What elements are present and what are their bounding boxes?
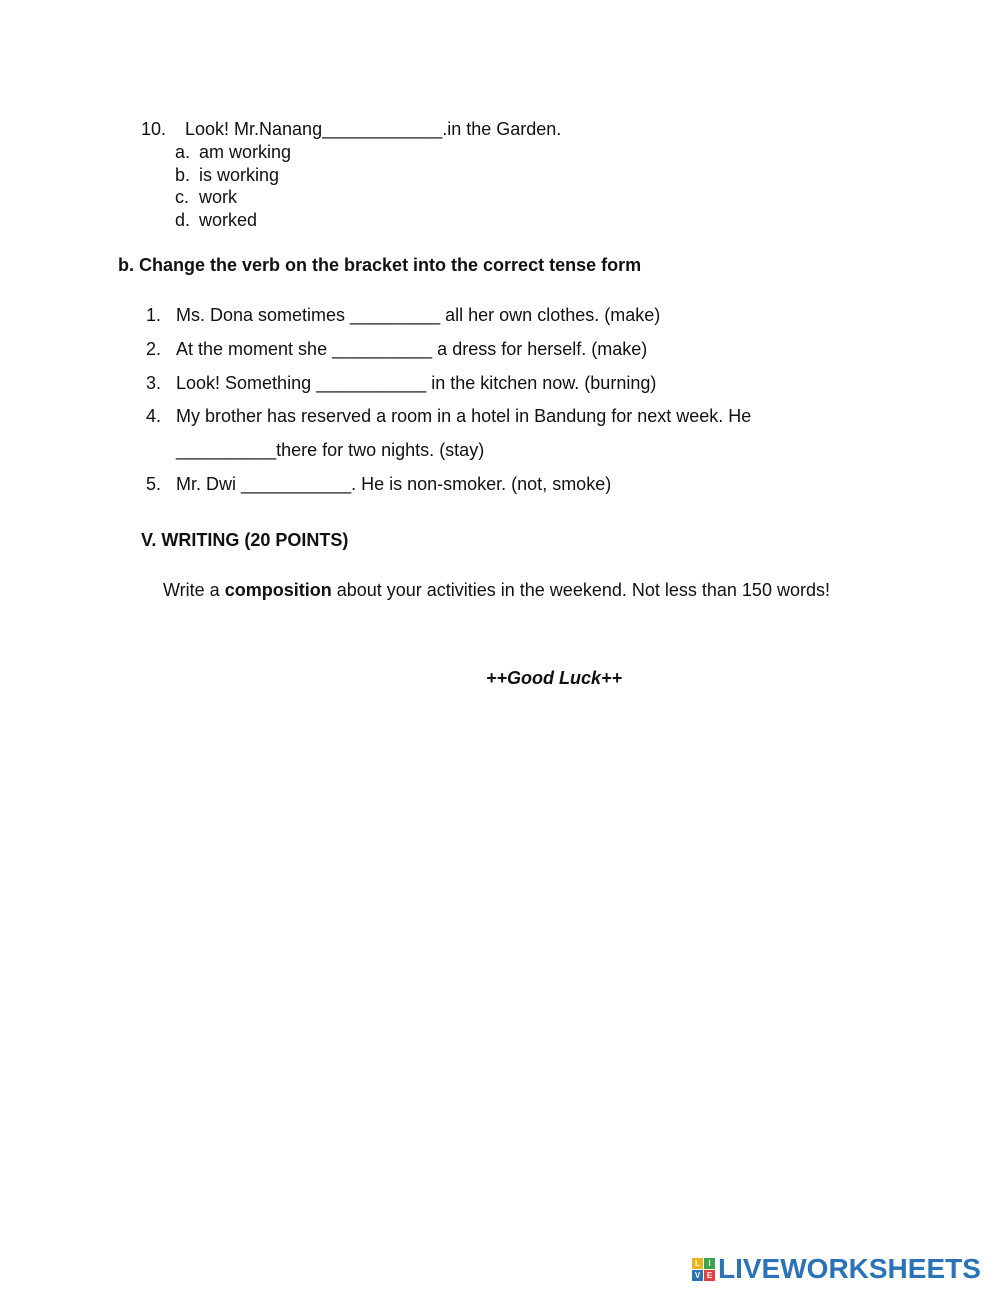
option-b — [0, 164, 1000, 186]
item-text: At the moment she __________ a dress for herself. (make) — [176, 339, 648, 359]
writing-heading: V. WRITING (20 POINTS) — [141, 530, 349, 550]
item-number: 5. — [146, 474, 162, 494]
option-text: am working — [199, 142, 292, 162]
writing-body-keyword: composition — [224, 580, 332, 600]
list-item — [0, 372, 1000, 394]
list-item — [0, 338, 1000, 360]
option-text: worked — [199, 210, 258, 230]
question-10-number: 10. — [141, 119, 167, 139]
option-letter: d. — [175, 210, 191, 230]
item-number: 1. — [146, 305, 162, 325]
writing-body-suffix: about your activities in the weekend. Not less than 150 words! — [331, 580, 830, 600]
list-item — [0, 304, 1000, 326]
liveworksheets-wordmark: LIVEWORKSHEETS — [718, 1253, 981, 1284]
item-number: 2. — [146, 339, 162, 359]
item-text-continuation: __________there for two nights. (stay) — [176, 440, 485, 460]
closing-message: ++Good Luck++ — [486, 668, 623, 688]
writing-body-prefix: Write a — [163, 580, 225, 600]
item-number: 3. — [146, 373, 162, 393]
part-b-heading: b. Change the verb on the bracket into the correct tense form — [118, 255, 642, 275]
item-number: 4. — [146, 406, 162, 426]
option-d — [0, 209, 1000, 231]
item-text: Look! Something ___________ in the kitchen now. (burning) — [176, 373, 657, 393]
list-item — [0, 473, 1000, 495]
option-c — [0, 186, 1000, 208]
list-item — [0, 405, 1000, 461]
option-letter: c. — [175, 187, 190, 207]
logo-tile-e: E — [704, 1270, 715, 1281]
option-letter: b. — [175, 165, 191, 185]
liveworksheets-logo-icon — [692, 1258, 715, 1281]
logo-tile-v: V — [692, 1270, 703, 1281]
liveworksheets-logo — [692, 1254, 981, 1284]
option-letter: a. — [175, 142, 191, 162]
item-text: Ms. Dona sometimes _________ all her own clothes. (make) — [176, 305, 661, 325]
option-a — [0, 141, 1000, 163]
question-10-text: Look! Mr.Nanang____________.in the Garden. — [185, 119, 562, 139]
item-text: My brother has reserved a room in a hotel in Bandung for next week. He — [176, 406, 752, 426]
option-text: work — [199, 187, 238, 207]
logo-tile-i: I — [704, 1258, 715, 1269]
option-text: is working — [199, 165, 280, 185]
logo-tile-l: L — [692, 1258, 703, 1269]
item-text: Mr. Dwi ___________. He is non-smoker. (not, smoke) — [176, 474, 612, 494]
writing-instructions — [140, 579, 840, 602]
